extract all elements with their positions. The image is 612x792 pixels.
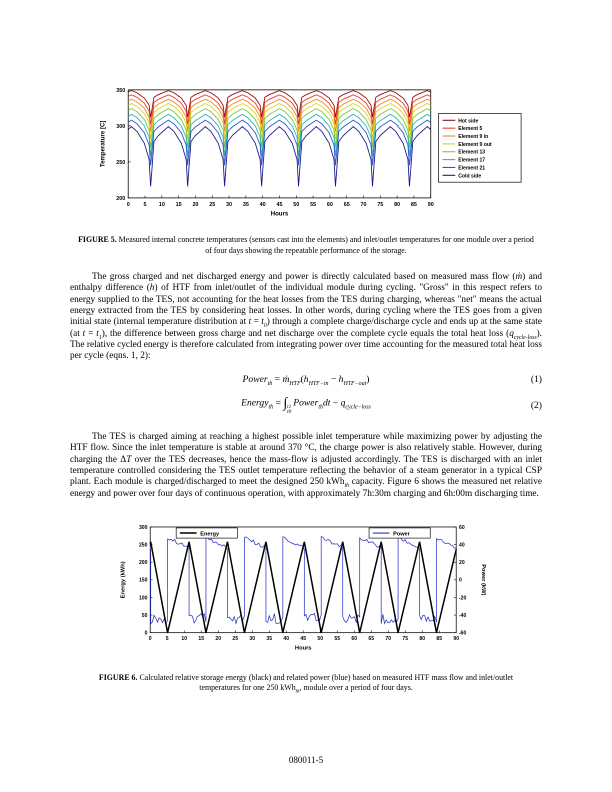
axis-text: Energy xyxy=(200,531,220,538)
axis-text: 90 xyxy=(427,201,434,208)
figure-6-caption-label: FIGURE 6. xyxy=(98,673,138,683)
axis-text: 50 xyxy=(317,635,324,642)
axis-text: 10 xyxy=(158,201,165,208)
axis-text: Cold side xyxy=(458,173,482,180)
axis-text: 20 xyxy=(215,635,222,642)
axis-text: 35 xyxy=(242,201,249,208)
axis-text: 60 xyxy=(326,201,333,208)
axis-text: 40 xyxy=(283,635,290,642)
axis-text: 5 xyxy=(143,201,147,208)
axis-text: 300 xyxy=(116,123,126,130)
axis-text: 65 xyxy=(368,635,375,642)
axis-text: 0 xyxy=(144,630,148,637)
axis-text: Hours xyxy=(270,210,289,218)
paragraph-1: The gross charged and net discharged energy and power is directly calculated based on measured mass flow (ṁ) and enthalpy difference (h) of HTF from inlet/outlet of the individual module during cycling. "Gross" in this respect refers to energy supplied to the TES, not accounting for the heat losses from the TES during charging, whereas "net" means the actual energy extracted from the TES by considering heat losses. In other words, during cycling where the TES goes from a given initial state (internal temperature distribution at $t = t_0$) through a complete charge/discharge cycle and ends up at the same state (at $t = t_1$), the difference between gross charge and net discharge over the complete cycle equals the total heat loss $(q_{cycle-loss})$. The relative cycled energy is therefore calculated from integrating power over time accounting for the measured total heat loss per cycle (eqns. 1, 2): xyxy=(70,271,543,362)
axis-text: 35 xyxy=(266,635,273,642)
axis-text: 55 xyxy=(334,635,341,642)
axis-text: 0 xyxy=(126,201,130,208)
axis-text: 250 xyxy=(116,159,126,166)
axis-text: 5 xyxy=(165,635,169,642)
axis-text: 50 xyxy=(293,201,300,208)
figure-5 xyxy=(70,82,542,256)
axis-text: 90 xyxy=(453,635,460,642)
equation-2 xyxy=(70,396,542,416)
axis-text: 350 xyxy=(116,87,126,94)
axis-text: 80 xyxy=(394,201,401,208)
axis-text: 70 xyxy=(385,635,392,642)
figure-6 xyxy=(70,514,542,694)
axis-text: 15 xyxy=(175,201,182,208)
axis-text: 25 xyxy=(232,635,239,642)
axis-text: 0 xyxy=(148,635,152,642)
axis-text: 70 xyxy=(360,201,367,208)
axis-text: Element 13 xyxy=(458,149,486,156)
axis-text: 10 xyxy=(181,635,188,642)
axis-text: Power (kW) xyxy=(480,564,487,596)
axis-text: 15 xyxy=(198,635,205,642)
axis-text: 25 xyxy=(209,201,216,208)
axis-text: Element 9 out xyxy=(458,141,492,148)
equation-2-body: Energy$_{th}$ = ∫ t1 t0 Power$_{th}$dt − $q_{cycle-loss}$ xyxy=(241,395,371,416)
axis-text: 50 xyxy=(141,612,148,619)
axis-text: 60 xyxy=(458,524,465,531)
figure-5-caption-text: Measured internal concrete temperatures (sensors cast into the elements) and inlet/outlet temperatures for one module over a period of four days showing the repeatable performance of the storage. xyxy=(116,235,534,255)
axis-text: 85 xyxy=(436,635,443,642)
figure-6-caption xyxy=(70,673,542,694)
axis-text: 200 xyxy=(116,195,126,202)
equation-1-body: Power$_{th}$ = $ṁ_{HTF}(h_{HTF-in} - h_{HTF-out})$ xyxy=(242,373,370,387)
axis-text: Element 17 xyxy=(458,157,486,164)
axis-text: 30 xyxy=(249,635,256,642)
axis-text: -40 xyxy=(458,612,467,619)
axis-text: Hours xyxy=(294,645,312,652)
equation-2-number: (2) xyxy=(530,400,542,412)
figure-5-temperature-chart xyxy=(85,82,527,224)
axis-text: 75 xyxy=(402,635,409,642)
axis-text: 150 xyxy=(138,577,148,584)
axis-text: Element 5 xyxy=(458,126,483,133)
axis-text: 55 xyxy=(310,201,317,208)
axis-text: 40 xyxy=(259,201,266,208)
axis-text: 0 xyxy=(458,577,462,584)
equation-1-number: (1) xyxy=(530,373,542,385)
axis-text: 45 xyxy=(276,201,283,208)
axis-text: 300 xyxy=(138,524,148,531)
axis-text: Power xyxy=(393,531,410,538)
fig5-legend xyxy=(439,113,522,182)
axis-text: 65 xyxy=(343,201,350,208)
axis-text: -20 xyxy=(458,595,467,602)
axis-text: Hot side xyxy=(458,118,479,125)
axis-text: Temperature [C] xyxy=(99,120,107,168)
axis-text: 40 xyxy=(458,542,465,549)
axis-text: Energy (kWh) xyxy=(120,561,127,599)
axis-text: 60 xyxy=(351,635,358,642)
fig6-legend xyxy=(176,528,430,538)
axis-text: 85 xyxy=(410,201,417,208)
equation-1 xyxy=(70,374,542,385)
fig5-series-lines xyxy=(128,91,431,187)
figure-5-caption-label: FIGURE 5. xyxy=(78,235,117,245)
axis-text: Element 9 in xyxy=(458,133,489,140)
axis-text: 30 xyxy=(226,201,233,208)
axis-text: -60 xyxy=(458,630,467,637)
fig5-line-cold-side xyxy=(128,127,431,187)
figure-6-caption-text: Calculated relative storage energy (black) and related power (blue) based on measured HTF mass flow and inlet/outlet temperatures for one 250 kWh$_{th}$, module over a period of four days. xyxy=(137,673,514,696)
axis-text: Element 21 xyxy=(458,165,486,172)
axis-text: 250 xyxy=(138,542,148,549)
page-number: 080011-5 xyxy=(288,755,324,765)
axis-text: 20 xyxy=(458,559,465,566)
axis-text: 20 xyxy=(192,201,199,208)
paragraph-2: The TES is charged aiming at reaching a highest possible inlet temperature while maximizing power by adjusting the HTF flow. Since the inlet temperature is stable at around 370 °C, the charge power is also relatively stable. However, during charging the ΔT over the TES decreases, hence the mass-flow is adjusted accordingly. The TES is discharged with an inlet temperature controlled considering the TES outlet temperature reflecting the behavior of a steam generator in a typical CSP plant. Each module is charged/discharged to meet the designed 250 kWh$_{th}$ capacity. Figure 6 shows the measured net relative energy and power over four days of continuous operation, with approximately 7h:30m charging and 6h:00m discharging time. xyxy=(70,431,543,499)
axis-text: 75 xyxy=(377,201,384,208)
figure-5-caption xyxy=(70,235,542,256)
figure-6-energy-power-chart xyxy=(102,514,510,662)
axis-text: 45 xyxy=(300,635,307,642)
axis-text: 200 xyxy=(138,559,148,566)
axis-text: 100 xyxy=(138,595,148,602)
axis-text: 80 xyxy=(419,635,426,642)
